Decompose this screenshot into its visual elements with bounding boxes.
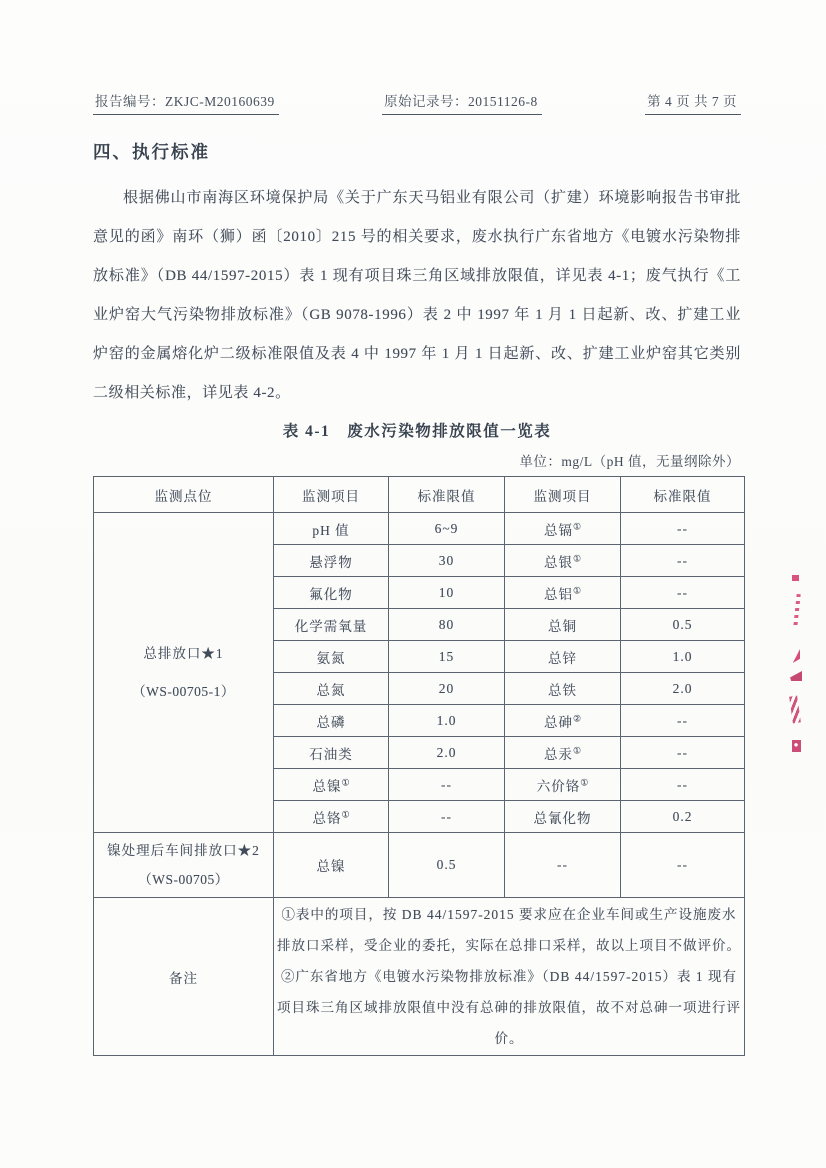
footnote-marker: ① bbox=[341, 809, 350, 819]
param-cell: -- bbox=[505, 833, 621, 898]
site-name: 总排放口★1 bbox=[143, 645, 224, 661]
limit-value-cell: 0.5 bbox=[621, 609, 745, 641]
limit-value-cell: -- bbox=[621, 737, 745, 769]
limit-value-cell: 30 bbox=[389, 545, 505, 577]
limit-value-cell: 15 bbox=[389, 641, 505, 673]
remark-note-1: ①表中的项目，按 DB 44/1597-2015 要求应在企业车间或生产设施废水排放口采样，受企业的委托，实际在总排口采样，故以上项目不做评价。 bbox=[277, 907, 741, 953]
param-cell: 总砷② bbox=[505, 705, 621, 737]
limit-value-cell: -- bbox=[389, 801, 505, 833]
param-cell: 总铜 bbox=[505, 609, 621, 641]
footnote-marker: ① bbox=[572, 553, 582, 563]
param-cell: 总锌 bbox=[505, 641, 621, 673]
param-cell: 石油类 bbox=[274, 737, 389, 769]
remarks-row bbox=[94, 898, 745, 1056]
param-cell: 化学需氧量 bbox=[274, 609, 389, 641]
param-cell: 总磷 bbox=[274, 705, 389, 737]
limit-value-cell: 6~9 bbox=[389, 513, 505, 545]
limit-value-cell: -- bbox=[621, 705, 745, 737]
limit-value-cell: 0.2 bbox=[621, 801, 745, 833]
param-cell: 总铁 bbox=[505, 673, 621, 705]
param-cell: 六价铬① bbox=[505, 769, 621, 801]
stamp-fragment bbox=[793, 594, 800, 627]
col-header-site: 监测点位 bbox=[94, 477, 274, 513]
limit-value-cell: 80 bbox=[389, 609, 505, 641]
col-header-item2: 监测项目 bbox=[505, 477, 621, 513]
col-header-item1: 监测项目 bbox=[274, 477, 389, 513]
page-content bbox=[93, 90, 741, 1056]
param-cell: pH 值 bbox=[274, 513, 389, 545]
limit-value-cell: -- bbox=[621, 545, 745, 577]
site-code: （WS-00705） bbox=[138, 872, 229, 887]
table-row bbox=[94, 833, 745, 898]
col-header-limit1: 标准限值 bbox=[389, 477, 505, 513]
table-header-row bbox=[94, 477, 745, 513]
limit-value-cell: -- bbox=[621, 513, 745, 545]
param-cell: 总银① bbox=[505, 545, 621, 577]
footnote-marker: ① bbox=[341, 777, 350, 787]
record-number: 原始记录号：20151126-8 bbox=[382, 90, 542, 115]
param-cell: 总镉① bbox=[505, 513, 621, 545]
limit-value-cell: 2.0 bbox=[389, 737, 505, 769]
param-cell: 总镍① bbox=[274, 769, 389, 801]
remarks-label: 备注 bbox=[94, 898, 274, 1056]
footnote-marker: ① bbox=[572, 521, 582, 531]
limit-value-cell: -- bbox=[621, 769, 745, 801]
report-number: 报告编号：ZKJC-M20160639 bbox=[93, 90, 279, 115]
limit-value-cell: -- bbox=[621, 833, 745, 898]
stamp-fragment bbox=[789, 696, 801, 724]
table-row bbox=[94, 513, 745, 545]
param-cell: 总氰化物 bbox=[505, 801, 621, 833]
stamp-fragment bbox=[792, 740, 801, 752]
param-cell: 总铝① bbox=[505, 577, 621, 609]
param-cell: 总铬① bbox=[274, 801, 389, 833]
body-paragraph: 根据佛山市南海区环境保护局《关于广东天马铝业有限公司（扩建）环境影响报告书审批意见的函》南环（狮）函〔2010〕215 号的相关要求，废水执行广东省地方《电镀水污染物排放标准》（DB 44/1597-2015）表 1 现有项目珠三角区域排放限值，详见表 4-1；废气执行《工业炉窑大气污染物排放标准》（GB 9078-1996）表 2 中 1997 年 1 月 1 日起新、改、扩建工业炉窑的金属熔化炉二级标准限值及表 4 中 1997 年 1 月 1 日起新、改、扩建工业炉窑其它类别二级相关标准，详见表 4-2。 bbox=[93, 190, 741, 401]
param-cell: 氨氮 bbox=[274, 641, 389, 673]
site-name: 镍处理后车间排放口★2 bbox=[107, 843, 260, 858]
remarks-cell bbox=[274, 898, 745, 1056]
limit-value-cell: 1.0 bbox=[389, 705, 505, 737]
limit-value-cell: 10 bbox=[389, 577, 505, 609]
limit-value-cell: 20 bbox=[389, 673, 505, 705]
param-cell: 总氮 bbox=[274, 673, 389, 705]
param-cell: 悬浮物 bbox=[274, 545, 389, 577]
doc-header bbox=[93, 90, 741, 115]
monitor-site-cell bbox=[94, 513, 274, 833]
monitor-site-cell bbox=[94, 833, 274, 898]
section-heading: 四、执行标准 bbox=[93, 142, 210, 162]
site-code: （WS-00705-1） bbox=[132, 683, 235, 699]
footnote-marker: ① bbox=[572, 745, 582, 755]
stamp-fragment bbox=[790, 671, 802, 681]
footnote-marker: ② bbox=[572, 713, 582, 723]
param-cell: 氟化物 bbox=[274, 577, 389, 609]
limits-tbody bbox=[94, 513, 745, 833]
footnote-marker: ① bbox=[572, 585, 582, 595]
unit-note: 单位：mg/L（pH 值，无量纲除外） bbox=[519, 454, 740, 469]
footnote-marker: ① bbox=[580, 777, 589, 787]
remark-note-2: ②广东省地方《电镀水污染物排放标准》（DB 44/1597-2015）表 1 现有项目珠三角区域排放限值中没有总砷的排放限值，故不对总砷一项进行评价。 bbox=[277, 969, 741, 1046]
param-cell: 总汞① bbox=[505, 737, 621, 769]
col-header-limit2: 标准限值 bbox=[621, 477, 745, 513]
page-indicator: 第 4 页 共 7 页 bbox=[645, 90, 741, 115]
limit-value-cell: 0.5 bbox=[389, 833, 505, 898]
param-cell: 总镍 bbox=[274, 833, 389, 898]
discharge-limits-table bbox=[93, 476, 745, 1056]
limit-value-cell: 1.0 bbox=[621, 641, 745, 673]
limit-value-cell: -- bbox=[621, 577, 745, 609]
stamp-fragment bbox=[792, 575, 799, 581]
limit-value-cell: 2.0 bbox=[621, 673, 745, 705]
table-title: 表 4-1 废水污染物排放限值一览表 bbox=[282, 423, 552, 440]
stamp-fragment bbox=[789, 649, 800, 663]
limit-value-cell: -- bbox=[389, 769, 505, 801]
